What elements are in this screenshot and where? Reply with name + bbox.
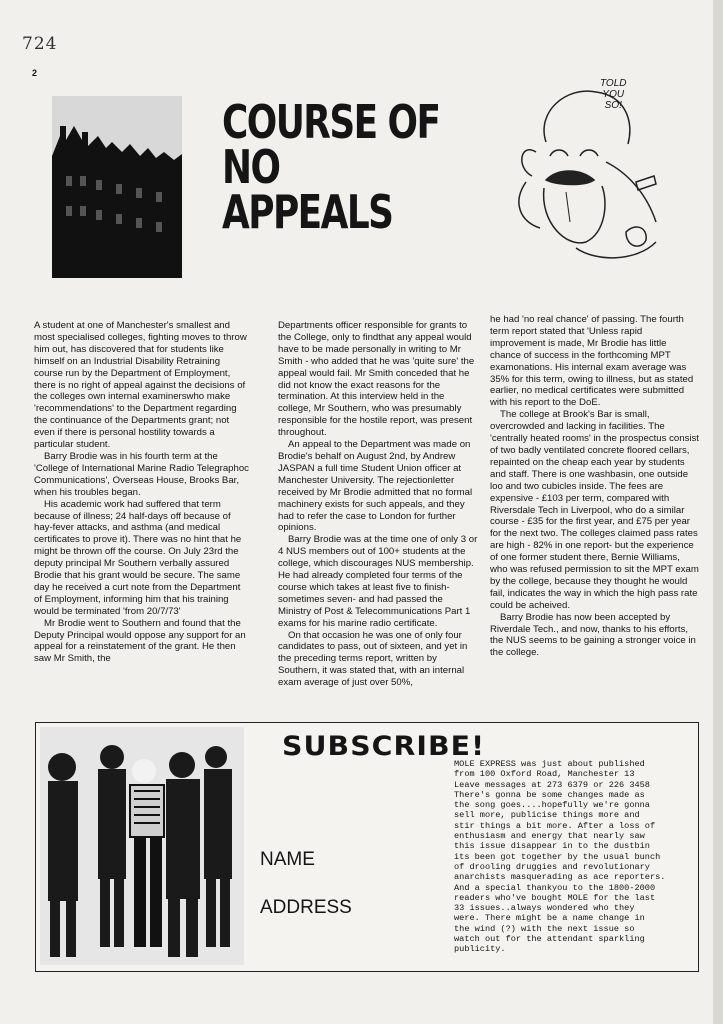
- article-paragraph: he had 'no real chance' of passing. The fourth term report stated that 'Unless rapid improvement is made, Mr Brodie has little chance of success in the forthcoming MPT examonations. His internal exam average was 35% for this term, owing to illness, but as stated earlier, no medical certificates were submitted with his report to the DoE.: [490, 314, 694, 409]
- article-column-1: [34, 320, 250, 665]
- subscribe-text: MOLE EXPRESS was just about published from 100 Oxford Road, Manchester 13 Leave messages at 273 6379 or 226 3458 There's gonna be some changes made as the song goes....hopefully we're gonna sell more, publicise things more and stir things a bit more. After a loss of enthusiasm and energy that nearly saw this issue disappear in to the dustbin its been got together by the usual bunch of drooling druggies and revolutionary anarchists masquerading as ace reporters. And a special thankyou to the 1800-2000 readers who've bought MOLE for the last 33 issues..always wondered who they were. There might be a name change in the wind (?) with the next issue so watch out for the attendant sparkling publicity.: [454, 759, 666, 955]
- group-photo: [40, 727, 244, 965]
- subscribe-title: SUBSCRIBE!: [282, 731, 486, 762]
- article-paragraph: A student at one of Manchester's smallest and most specialised colleges, fighting moves to throw him out, has discovered that for students like himself on an Industrial Disability Retraining course run by the Department of Employment, there is no right of appeal against the decisions of the colleges own internal examinerswho make 'recommendations' to the Department regarding the continuance of the Departments grant; not even if there is personal hostility towards a particular student.: [34, 320, 247, 451]
- speech-line: TOLD: [600, 78, 627, 89]
- page-number: 724: [22, 34, 58, 54]
- address-label: ADDRESS: [260, 897, 352, 918]
- headline: [222, 95, 440, 239]
- page-edge: [713, 0, 723, 1024]
- article-paragraph: An appeal to the Department was made on Brodie's behalf on August 2nd, by Andrew JASPAN a full time Student Union officer at Manchester University. The rejectionletter received by Mr Brodie admitted that no formal machinery exists for such appeals, and they had to refer the case to London for further opinions.: [278, 439, 473, 534]
- speech-line: YOU: [602, 89, 625, 100]
- article-paragraph: Mr Brodie went to Southern and found that the Deputy Principal would oppose any support for an appeal for a reinstatement of the grant. He then saw Mr Smith, the: [34, 617, 246, 665]
- college-building-photo: [52, 96, 182, 278]
- article-paragraph: Barry Brodie has now been accepted by Riverdale Tech., and now, thanks to his efforts, the NUS seems to be gaining a stronger voice in the college.: [490, 611, 696, 659]
- name-label: NAME: [260, 849, 315, 870]
- subscribe-box: [35, 722, 699, 972]
- headline-line: NO: [222, 140, 280, 194]
- article-paragraph: The college at Brook's Bar is small, overcrowded and lacking in facilities. The 'centrally heated rooms' in the prospectus consist of two badly ventilated concrete floored cellars, repainted on the cheap each year by students and staff. There is one washbasin, one outside loo and two cubicles inside. The fees are expensive - £103 per term, compared with Riversdale Tech in Liverpool, who do a similar course - £35 for the first year, and £75 per year for the next two. The colleges claimed pass rates are high - 82% in one report- but the experience of one former student there, Bernie Williams, who was refused permission to sit the MPT exam by the college, because they thought he would fail, indicates the way in which the high pass rate could be acheived.: [490, 409, 699, 611]
- article-paragraph: Departments officer responsible for grants to the College, only to findthat any appeal would have to be made personally in writing to Mr Smith - who added that he was 'quite sure' the appeal would fail. Mr Smith conceded that he did not know the exact reasons for the termination. At this interview held in the college, Mr Southern, who was presumably responsible for the hostile report, was present throughout.: [278, 320, 475, 439]
- article-paragraph: Barry Brodie was at the time one of only 3 or 4 NUS members out of 100+ students at the college, which discourages NUS membership. He had already completed four terms of the course which takes at least five to finish- sometimes seven- and had passed the Ministry of Post & Telecommunications Part 1 exams for his marine radio certificate.: [278, 534, 478, 629]
- article-column-3: [490, 314, 700, 659]
- article-paragraph: His academic work had suffered that term because of illness; 24 half-days off because of hay-fever attacks, and asthma (and medical certificates to prove it). There was no hint that he might be thrown off the course. On July 23rd the deputy principal Mr Southern verbally assured Brodie that his grant would be secure. The same day he received a curt note from the Department of Employment, informing him that his training would be terminated 'from 20/7/73': [34, 498, 242, 617]
- issue-marker: 2: [32, 68, 38, 78]
- speech-bubble: [600, 78, 627, 111]
- cartoon-illustration: [506, 72, 674, 272]
- article-column-2: [278, 320, 478, 689]
- headline-line: COURSE OF: [222, 95, 440, 149]
- article-paragraph: Barry Brodie was in his fourth term at the 'College of International Marine Radio Telegraphoc Communications', Overseas House, Brooks Bar, when his troubles began.: [34, 450, 249, 498]
- speech-line: SO!: [604, 100, 622, 111]
- article-paragraph: On that occasion he was one of only four candidates to pass, out of sixteen, and yet in the preceding terms report, written by Southern, it was stated that, with an internal exam average of just over 50%,: [278, 629, 468, 689]
- headline-line: APPEALS: [222, 185, 393, 239]
